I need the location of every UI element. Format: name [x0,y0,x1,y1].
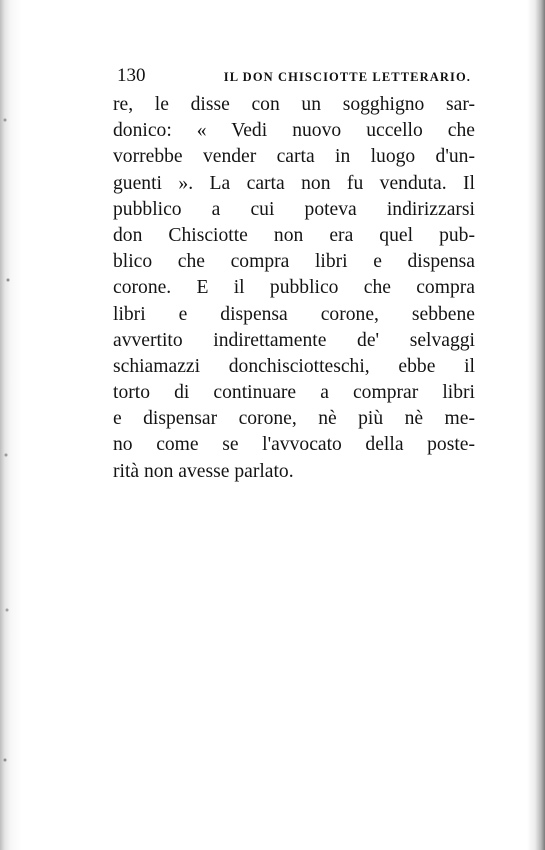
page-number: 130 [117,65,146,86]
text-line: vorrebbe vender carta in luogo d'un- [113,146,475,168]
text-line: avvertito indirettamente de' selvaggi [113,329,475,351]
text-line: re, le disse con un sogghigno sar- [113,94,475,115]
text-line: libri e dispensa corone, sebbene [113,303,475,325]
text-line: torto di continuare a comprar libri [113,382,475,404]
text-line: donico: « Vedi nuovo uccello che [113,120,475,142]
text-line: don Chisciotte non era quel pub- [113,224,475,246]
body-text [113,92,475,485]
text-line: e dispensar corone, nè più nè me- [113,408,475,430]
page-right-edge-shadow [527,0,545,850]
text-line: no come se l'avvocato della poste- [113,434,475,456]
text-line: corone. E il pubblico che compra [113,277,475,299]
running-head [117,65,471,87]
text-line: blico che compra libri e dispensa [113,251,475,273]
text-line: guenti ». La carta non fu venduta. Il [113,172,475,194]
running-title: IL DON CHISCIOTTE LETTERARIO. [223,70,471,84]
text-line: pubblico a cui poteva indirizzarsi [113,198,475,220]
text-line: schiamazzi donchisciotteschi, ebbe il [113,355,475,377]
page-edge-specks [3,0,11,850]
text-line-last: rità non avesse parlato. [113,460,294,482]
